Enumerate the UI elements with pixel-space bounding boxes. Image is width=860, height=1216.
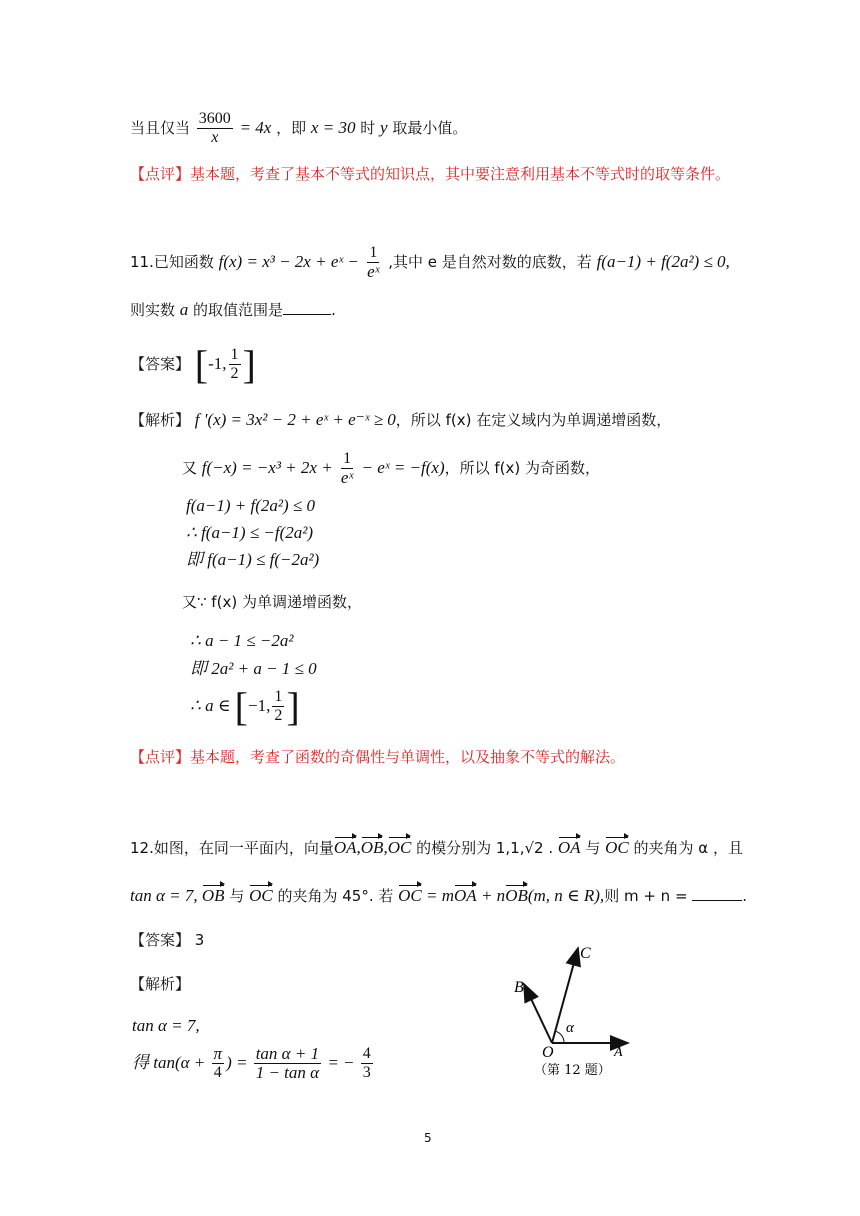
text: 取最小值。 — [392, 119, 468, 137]
answer-blank — [692, 886, 742, 901]
math: y — [380, 118, 388, 137]
math: f(−x) = −x³ + 2x + — [201, 458, 337, 477]
vector-oc: OC — [605, 836, 629, 860]
text: ，所以 f(x) 为奇函数， — [444, 459, 601, 477]
answer-tag: 【答案】 — [130, 355, 191, 373]
math: f(a−1) + f(2a²) ≤ 0, — [596, 252, 730, 271]
comment-11 — [130, 745, 625, 769]
analysis-12-line-1: tan α = 7, — [132, 1016, 200, 1035]
fraction — [254, 1045, 321, 1082]
label-b: B — [514, 979, 524, 996]
fraction-3600-over-x — [197, 110, 233, 147]
label-a: A — [614, 1045, 623, 1060]
label-c: C — [580, 945, 591, 962]
page-number: 5 — [424, 1131, 432, 1145]
question-12-line-2 — [130, 884, 747, 908]
denominator: eˣ — [367, 262, 380, 281]
numerator: 1 — [230, 346, 239, 363]
text: . — [331, 301, 336, 319]
math: ) = — [226, 1053, 252, 1072]
denominator: eˣ — [340, 468, 354, 487]
analysis-11-line-4: ∴ f(a−1) ≤ −f(2a²) — [186, 523, 314, 542]
label-o: O — [542, 1044, 554, 1061]
analysis-11-line-3: f(a−1) + f(2a²) ≤ 0 — [186, 496, 315, 515]
math: = m — [421, 886, 455, 905]
math: f '(x) = 3x² − 2 + eˣ + e⁻ˣ ≥ 0 — [194, 410, 396, 429]
numerator: tan α + 1 — [255, 1044, 320, 1063]
vector-oc: OC — [398, 884, 422, 908]
comment-10 — [130, 162, 730, 186]
text: ,其中 e 是自然对数的底数，若 — [388, 253, 597, 271]
question-number: 12.如图，在同一平面内，向量 — [130, 839, 334, 857]
answer-value: 3 — [194, 931, 205, 949]
vector-oa: OA — [334, 836, 357, 860]
answer-tag: 【答案】 — [130, 931, 191, 949]
question-11-line-1 — [130, 240, 730, 284]
analysis-11-line-6: 又∵ f(x) 为单调递增函数， — [182, 593, 362, 611]
right-bracket: ] — [286, 683, 300, 729]
analysis-12-line-2 — [132, 1040, 375, 1086]
text: 的取值范围是 — [188, 301, 284, 319]
left-bracket: [ — [234, 683, 248, 729]
figure-caption: （第 12 题） — [534, 1063, 611, 1078]
math: f(x) = x³ − 2x + eˣ − — [218, 252, 364, 271]
denominator: 2 — [230, 365, 239, 382]
vector-ob-arrow — [524, 984, 552, 1043]
numerator: 1 — [274, 688, 283, 705]
text: 又 — [182, 459, 202, 477]
analysis-11-line-9 — [190, 684, 300, 728]
math: -1, — [208, 354, 227, 373]
right-bracket: ] — [242, 341, 256, 387]
math: 得 tan(α + — [132, 1053, 210, 1072]
denominator: 2 — [274, 707, 283, 724]
math: + n — [476, 886, 506, 905]
denominator: 1 − tan α — [255, 1063, 320, 1082]
left-bracket: [ — [194, 341, 209, 387]
question-11-line-2 — [130, 298, 336, 322]
text: . — [742, 887, 748, 905]
fraction — [339, 450, 355, 487]
numerator: 1 — [369, 244, 378, 261]
figure-12-vector-diagram — [510, 940, 660, 1080]
vector-ob: OB — [361, 836, 384, 860]
fraction — [272, 688, 284, 725]
math: −1, — [247, 696, 271, 715]
comment-text: 基本题，考查了基本不等式的知识点，其中要注意利用基本不等式时的取等条件。 — [190, 165, 731, 183]
math: x = 30 — [310, 118, 356, 137]
text: 的夹角为 α ，且 — [628, 839, 743, 857]
denominator: 3 — [362, 1064, 371, 1081]
comment-tag: 【点评】 — [130, 748, 191, 766]
analysis-11-line-7: ∴ a − 1 ≤ −2a² — [190, 631, 294, 650]
math: a — [179, 300, 189, 319]
vector-oc-arrow — [552, 948, 578, 1043]
text: 与 — [580, 839, 606, 857]
text: 时 — [360, 119, 381, 137]
answer-12 — [130, 928, 204, 952]
comment-text: 基本题，考查了函数的奇偶性与单调性，以及抽象不等式的解法。 — [190, 748, 626, 766]
question-12-line-1: 12.如图，在同一平面内，向量OA,OB,OC 的模分别为 1,1,√2 . OA 与 OC 的夹角为 α ，且 — [130, 836, 743, 860]
text: 当且仅当 — [130, 119, 191, 137]
answer-11 — [130, 342, 256, 386]
numerator: 3600 — [198, 110, 231, 127]
answer-blank — [283, 300, 331, 315]
vector-oc: OC — [249, 884, 273, 908]
numerator: 1 — [343, 450, 352, 467]
numerator: 4 — [362, 1045, 371, 1062]
denominator: 4 — [213, 1064, 222, 1081]
numerator: π — [213, 1044, 223, 1063]
text: ，即 — [276, 119, 311, 137]
text: 的夹角为 45°. 若 — [272, 887, 399, 905]
math: (m, n ∈ R), — [527, 886, 605, 905]
denominator: x — [211, 129, 219, 146]
text: 则 m + n = — [604, 887, 693, 905]
fraction — [365, 244, 381, 281]
vector-oa: OA — [454, 884, 477, 908]
analysis-11-line-2 — [182, 446, 600, 490]
math: = − — [323, 1053, 359, 1072]
vector-oc: OC — [388, 836, 412, 860]
math: = 4x — [239, 118, 272, 137]
text: 则实数 — [130, 301, 180, 319]
fraction — [229, 346, 241, 383]
math: ∴ a ∈ — [190, 696, 235, 715]
math: − eˣ = −f(x) — [357, 458, 445, 477]
math: tan α = 7, — [130, 886, 202, 905]
text: 与 — [224, 887, 250, 905]
comment-tag: 【点评】 — [130, 165, 191, 183]
analysis-11-line-1 — [130, 408, 671, 432]
vector-oa: OA — [558, 836, 581, 860]
fraction — [361, 1045, 373, 1082]
vector-ob: OB — [505, 884, 528, 908]
angle-arc — [555, 1031, 564, 1043]
analysis-tag: 【解析】 — [130, 411, 191, 429]
analysis-11-line-5: 即 f(a−1) ≤ f(−2a²) — [186, 550, 320, 569]
analysis-12-tag: 【解析】 — [130, 975, 191, 993]
fraction — [212, 1045, 225, 1082]
text: 的模分别为 1,1,√2 . — [411, 839, 558, 857]
min-value-line — [130, 108, 467, 148]
label-alpha: α — [566, 1020, 574, 1036]
analysis-11-line-8: 即 2a² + a − 1 ≤ 0 — [190, 659, 317, 678]
vector-ob: OB — [202, 884, 225, 908]
question-number: 11.已知函数 — [130, 253, 219, 271]
text: ，所以 f(x) 在定义域内为单调递增函数， — [395, 411, 672, 429]
